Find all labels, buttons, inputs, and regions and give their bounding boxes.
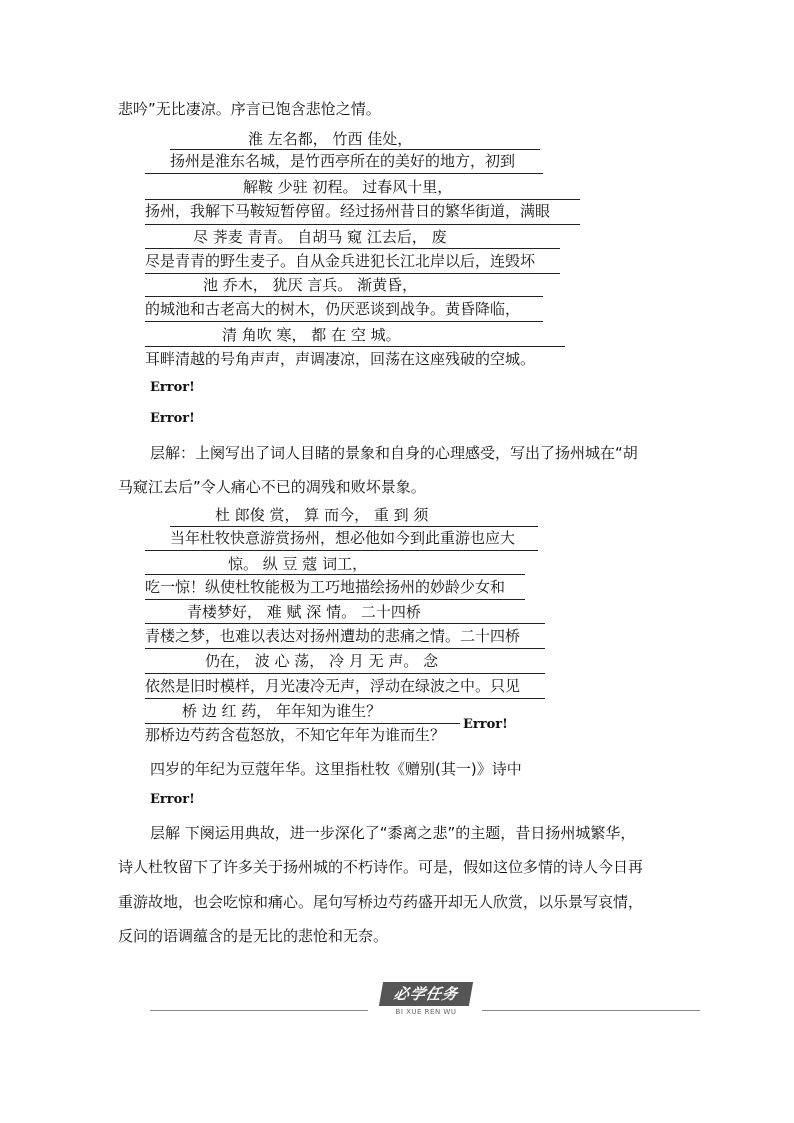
rule (145, 321, 543, 322)
rule (145, 199, 580, 200)
rule (145, 574, 525, 575)
stanza1-translation-3: 尽是青青的野生麦子。自从金兵进犯长江北岸以后，连毁坏 (145, 252, 536, 270)
stanza1-original-3: 尽 荠麦 青青。 自胡马 窥 江去后， 废 (193, 228, 447, 246)
analysis1-line-1: 层解：上阕写出了词人目睹的景象和自身的心理感受，写出了扬州城在“胡 (150, 444, 638, 462)
analysis2-line-2: 诗人杜牧留下了许多关于扬州城的不朽诗作。可是，假如这位多情的诗人今日再 (118, 858, 644, 876)
rule (170, 526, 538, 527)
stanza2-original-2: 惊。 纵 豆 蔻 词工， (228, 555, 368, 573)
banner-right-line (482, 1010, 700, 1011)
rule (145, 173, 543, 174)
error-marker: Error! (150, 380, 195, 395)
stanza1-original-5: 清 角吹 寒， 都 在 空 城。 (222, 326, 401, 344)
banner-pinyin: BI XUE REN WU (395, 1008, 457, 1016)
rule (145, 248, 560, 249)
stanza2-translation-3: 青楼之梦，也难以表达对扬州遭劫的悲痛之情。二十四桥 (145, 627, 521, 645)
analysis2-line-4: 反问的语调蕴含的是无比的悲怆和无奈。 (118, 927, 389, 945)
stanza1-original-2: 解鞍 少驻 初程。 过春风十里， (243, 178, 453, 196)
stanza1-translation-1: 扬州是淮东名城，是竹西亭所在的美好的地方，初到 (170, 152, 516, 170)
intro-line: 悲吟”无比凄凉。序言已饱含悲怆之情。 (118, 100, 381, 118)
error-marker: Error! (150, 411, 195, 426)
rule (170, 149, 540, 150)
stanza2-original-5: 桥 边 红 药， 年年知为谁生？ (182, 702, 382, 720)
rule (145, 273, 560, 274)
rule (145, 346, 565, 347)
rule (145, 550, 538, 551)
rule (145, 296, 543, 297)
stanza1-original-4: 池 乔木， 犹厌 言兵。 渐黄昏， (203, 276, 418, 294)
stanza2-translation-2: 吃一惊！纵使杜牧能极为工巧地描绘扬州的妙龄少女和 (145, 578, 506, 596)
rule (145, 224, 580, 225)
error-marker: Error! (150, 792, 195, 807)
analysis1-line-2: 马窥江去后”令人痛心不已的凋残和败坏景象。 (118, 478, 426, 496)
note-line: 四岁的年纪为豆蔻年华。这里指杜牧《赠别(其一)》诗中 (150, 760, 522, 778)
stanza2-original-1: 杜 郎俊 赏， 算 而今， 重 到 须 (215, 506, 429, 524)
stanza1-translation-2: 扬州，我解下马鞍短暂停留。经过扬州昔日的繁华街道，满眼 (145, 202, 551, 220)
stanza2-original-4: 仍在， 波 心 荡， 冷 月 无 声。 念 (205, 652, 439, 670)
rule (145, 648, 545, 649)
stanza2-original-3: 青楼梦好， 难 赋 深 情。 二十四桥 (187, 603, 421, 621)
stanza1-translation-4: 的城池和古老高大的树木，仍厌恶谈到战争。黄昏降临， (145, 300, 521, 318)
rule (145, 673, 545, 674)
analysis2-line-1: 层解 下阕运用典故，进一步深化了“黍离之悲”的主题，昔日扬州城繁华， (150, 824, 636, 842)
rule (145, 723, 460, 724)
section-banner (150, 980, 700, 1020)
rule (145, 623, 545, 624)
banner-left-line (150, 1010, 368, 1011)
error-marker: Error! (463, 717, 508, 732)
rule (145, 599, 525, 600)
stanza1-translation-5: 耳畔清越的号角声声，声调凄凉，回荡在这座残破的空城。 (145, 350, 536, 368)
banner-title: 必学任务 (379, 982, 473, 1006)
stanza2-translation-5: 那桥边芍药含苞怒放，不知它年年为谁而生？ (145, 726, 446, 744)
analysis2-line-3: 重游故地，也会吃惊和痛心。尾句写桥边芍药盛开却无人欣赏，以乐景写哀情， (118, 893, 644, 911)
stanza2-translation-4: 依然是旧时模样，月光凄冷无声，浮动在绿波之中。只见 (145, 677, 521, 695)
rule (145, 698, 545, 699)
stanza2-translation-1: 当年杜牧快意游赏扬州，想必他如今到此重游也应大 (170, 529, 516, 547)
stanza1-original-1: 淮 左名都， 竹西 佳处， (248, 130, 413, 148)
